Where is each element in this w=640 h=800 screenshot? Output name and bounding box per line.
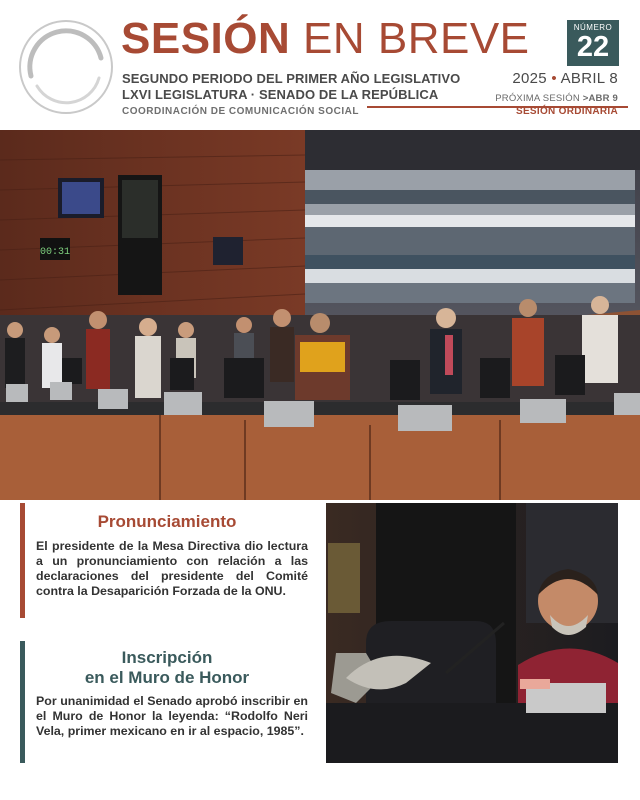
section-title: Pronunciamiento <box>97 512 237 531</box>
senate-chamber-photo <box>0 130 640 500</box>
title-light: EN BREVE <box>303 14 530 63</box>
department-label: COORDINACIÓN DE COMUNICACIÓN SOCIAL <box>122 106 367 117</box>
publication-title <box>121 14 530 64</box>
legislature-subtitle: LXVI LEGISLATURA · SENADO DE LA REPÚBLICA <box>122 87 439 102</box>
department-wrap <box>122 101 367 115</box>
next-session-date: >ABR 9 <box>582 93 618 104</box>
date-separator: • <box>551 70 557 87</box>
session-date <box>512 70 618 87</box>
date-day: ABRIL 8 <box>560 70 618 87</box>
section-muro-de-honor <box>20 641 314 763</box>
title-bold: SESIÓN <box>121 14 291 63</box>
issue-number-badge <box>567 20 619 66</box>
section-body: El presidente de la Mesa Directiva dio lectura a un pronunciamiento con relación a las declaraciones del presidente del Comité contra la Desaparición Forzada de la ONU. <box>36 539 308 598</box>
issue-number-label: NÚMERO <box>573 23 613 32</box>
section-pronunciamiento <box>20 503 314 618</box>
date-year: 2025 <box>512 70 547 87</box>
section-title-line2: en el Muro de Honor <box>84 668 250 687</box>
senate-logo-icon <box>15 16 117 118</box>
next-session <box>495 93 618 104</box>
section-body: Por unanimidad el Senado aprobó inscribir en el Muro de Honor la leyenda: “Rodolfo Neri Vela, primer mexicano en ir al espacio, 1985”. <box>36 694 308 738</box>
president-photo <box>326 503 618 763</box>
next-session-label: PRÓXIMA SESIÓN <box>495 93 580 104</box>
issue-number-value: 22 <box>576 31 610 63</box>
period-subtitle: SEGUNDO PERIODO DEL PRIMER AÑO LEGISLATIVO <box>122 71 461 86</box>
section-title-line1: Inscripción <box>121 648 213 667</box>
session-type: SESIÓN ORDINARIA <box>515 106 618 117</box>
clock-display: 00:31 <box>39 247 71 258</box>
masthead <box>0 0 640 130</box>
section-title <box>20 648 314 688</box>
